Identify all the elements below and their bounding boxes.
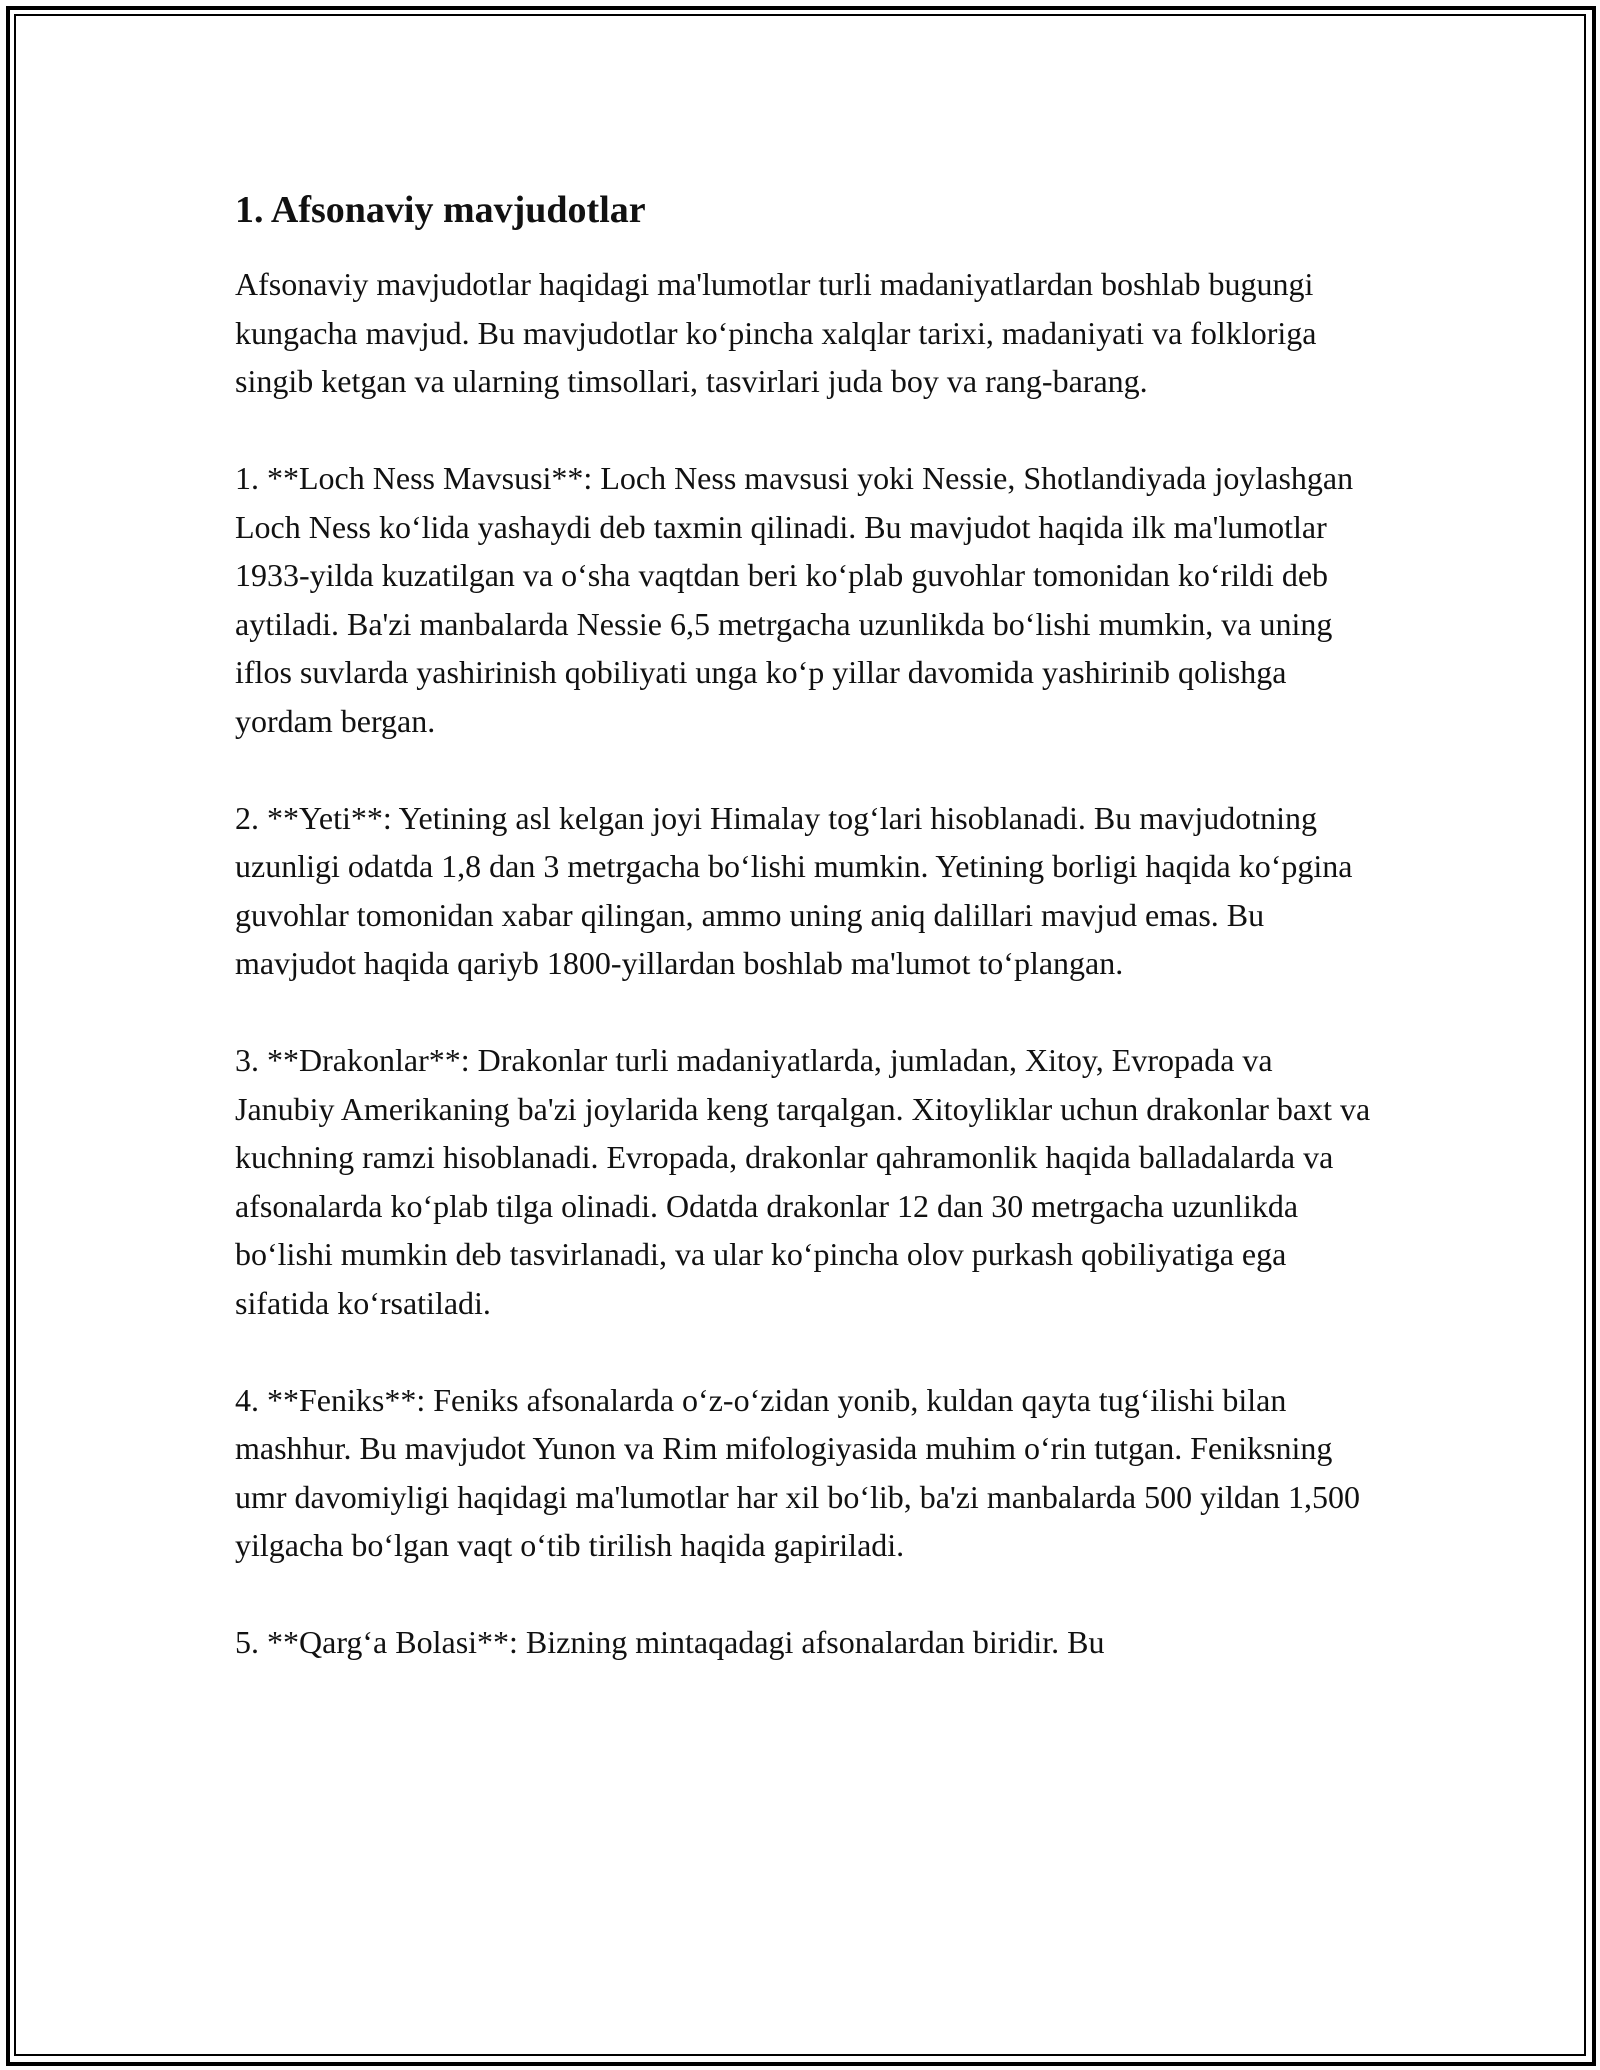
intro-paragraph: Afsonaviy mavjudotlar haqidagi ma'lumotlar turli madaniyatlardan boshlab bugungi kungacha mavjud. Bu mavjudotlar ko‘pincha xalqlar tarixi, madaniyati va folkloriga singib ketgan va ularning timsollari, tasvirlari juda boy va rang-barang. [235,266,1317,399]
list-item-yeti: 2. **Yeti**: Yetining asl kelgan joyi Himalay tog‘lari hisoblanadi. Bu mavjudotning uzunligi odatda 1,8 dan 3 metrgacha bo‘lishi mumkin. Yetining borligi haqida ko‘pgina guvohlar tomonidan xabar qilingan, ammo uning aniq dalillari mavjud emas. Bu mavjudot haqida qariyb 1800-yillardan boshlab ma'lumot to‘plangan. [235,799,1353,981]
list-item-loch-ness: 1. **Loch Ness Mavsusi**: Loch Ness mavsusi yoki Nessie, Shotlandiyada joylashgan Loch Ness ko‘lida yashaydi deb taxmin qilinadi. Bu mavjudot haqida ilk ma'lumotlar 1933-yilda kuzatilgan va o‘sha vaqtdan beri ko‘plab guvohlar tomonidan ko‘rildi deb aytiladi. Ba'zi manbalarda Nessie 6,5 metrgacha uzunlikda bo‘lishi mumkin, va uning iflos suvlarda yashirinish qobiliyati unga ko‘p yillar davomida yashirinib qolishga yordam bergan. [235,460,1354,739]
list-item-qarga-bolasi: 5. **Qarg‘a Bolasi**: Bizning mintaqadagi afsonalardan biridir. Bu [235,1624,1105,1660]
list-item-phoenix: 4. **Feniks**: Feniks afsonalarda o‘z-o‘zidan yonib, kuldan qayta tug‘ilishi bilan mashhur. Bu mavjudot Yunon va Rim mifologiyasida muhim o‘rin tutgan. Feniksning umr davomiyligi haqidagi ma'lumotlar har xil bo‘lib, ba'zi manbalarda 500 yildan 1,500 yilgacha bo‘lgan vaqt o‘tib tirilish haqida gapiriladi. [235,1381,1361,1563]
list-item-dragons: 3. **Drakonlar**: Drakonlar turli madaniyatlarda, jumladan, Xitoy, Evropada va Janubiy Amerikaning ba'zi joylarida keng tarqalgan. Xitoyliklar uchun drakonlar baxt va kuchning ramzi hisoblanadi. Evropada, drakonlar qahramonlik haqida balladalarda va afsonalarda ko‘plab tilga olinadi. Odatda drakonlar 12 dan 30 metrgacha uzunlikda bo‘lishi mumkin deb tasvirlanadi, va ular ko‘pincha olov purkash qobiliyatiga ega sifatida ko‘rsatiladi. [235,1042,1371,1321]
document-body [235,186,1375,1715]
section-heading: 1. Afsonaviy mavjudotlar [235,189,646,231]
